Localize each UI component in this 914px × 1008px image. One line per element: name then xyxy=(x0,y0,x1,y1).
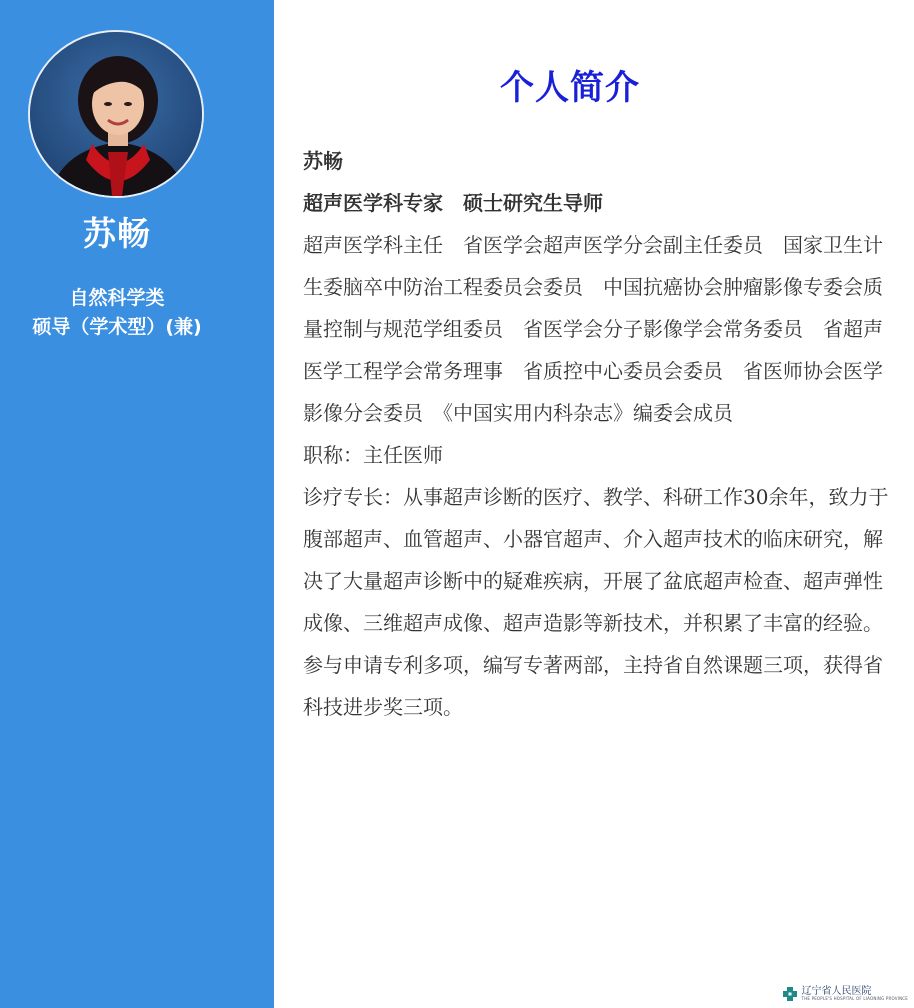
profile-sidebar xyxy=(0,0,274,1008)
bio-name: 苏畅 xyxy=(303,149,343,173)
biography xyxy=(303,140,895,728)
portrait-illustration xyxy=(30,32,202,196)
hospital-logo xyxy=(782,985,908,1003)
hospital-cross-icon xyxy=(782,986,798,1002)
bio-positions: 超声医学科主任 省医学会超声医学分会副主任委员 国家卫生计生委脑卒中防治工程委员会委员 中国抗癌协会肿瘤影像专委会质量控制与规范学组委员 省医学会分子影像学会常务委员 省超声医学工程学会常务理事 省质控中心委员会委员 省医师协会医学影像分会委员 《中国实用内科杂志》编委会成员 xyxy=(303,233,883,425)
bio-title: 职称：主任医师 xyxy=(303,443,443,467)
hospital-subtitle: THE PEOPLE'S HOSPITAL OF LIAONING PROVINCE xyxy=(801,996,908,1001)
bio-expertise: 诊疗专长：从事超声诊断的医疗、教学、科研工作30余年，致力于腹部超声、血管超声、小器官超声、介入超声技术的临床研究，解决了大量超声诊断中的疑难疾病，开展了盆底超声检查、超声弹性成像、三维超声成像、超声造影等新技术，并积累了丰富的经验。参与申请专利多项，编写专著两部，主持省自然课题三项，获得省科技进步奖三项。 xyxy=(303,485,889,719)
category-line-1: 自然科学类 xyxy=(69,287,165,309)
profile-category xyxy=(0,284,234,342)
category-line-2: 硕导（学术型）(兼) xyxy=(32,316,202,338)
page-title: 个人简介 xyxy=(500,68,640,108)
profile-name: 苏畅 xyxy=(83,214,151,253)
profile-photo xyxy=(28,30,204,198)
bio-role: 超声医学科专家 硕士研究生导师 xyxy=(303,191,603,215)
hospital-name: 辽宁省人民医院 xyxy=(801,986,872,997)
